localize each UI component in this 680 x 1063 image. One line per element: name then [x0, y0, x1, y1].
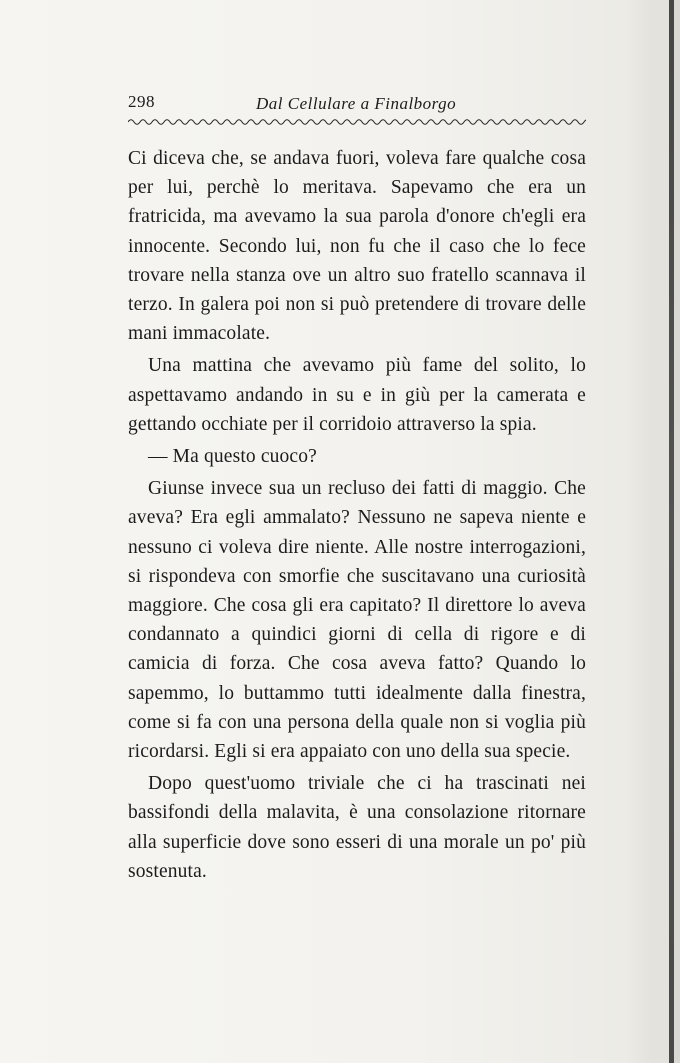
- paragraph-2: Una mattina che avevamo più fame del solito, lo aspettavamo andando in su e in giù per la camerata e gettando occhiate per il corridoio attraverso la spia.: [128, 355, 586, 435]
- page-edge: [674, 0, 680, 1063]
- paragraph-4: Giunse invece sua un recluso dei fatti di maggio. Che aveva? Era egli ammalato? Nessuno ne sapeva niente e nessuno ci voleva dire niente. Alle nostre interrogazioni, si rispondeva con smorfie che suscitavano una curiosità maggiore. Che cosa gli era capitato? Il direttore lo aveva condannato a quindici giorni di cella di rigore e di camicia di forza. Che cosa aveva fatto? Quando lo sapemmo, lo buttammo tutti idealmente dalla finestra, come si fa con una persona della quale non si voglia più ricordarsi. Egli si era appaiato con uno della sua specie.: [128, 478, 586, 763]
- wavy-rule-ornament: [128, 116, 586, 128]
- binding-shadow: [669, 0, 674, 1063]
- page-number: 298: [128, 92, 155, 111]
- paragraph-5: Dopo quest'uomo triviale che ci ha trascinati nei bassifondi della malavita, è una consolazione ritornare alla superficie dove sono esseri di una morale un po' più sostenuta.: [128, 773, 586, 882]
- running-title: Dal Cellulare a Finalborgo: [256, 94, 457, 113]
- body-text: [128, 144, 586, 886]
- paragraph-1: Ci diceva che, se andava fuori, voleva fare qualche cosa per lui, perchè lo meritava. Sapevamo che era un fratricida, ma avevamo la sua parola d'onore ch'egli era innocente. Secondo lui, non fu che il caso che lo fece trovare nella stanza ove un altro suo fratello scannava il terzo. In galera poi non si può pretendere di trovare delle mani immacolate.: [128, 148, 586, 345]
- paragraph-3-dialogue: — Ma questo cuoco?: [148, 446, 317, 468]
